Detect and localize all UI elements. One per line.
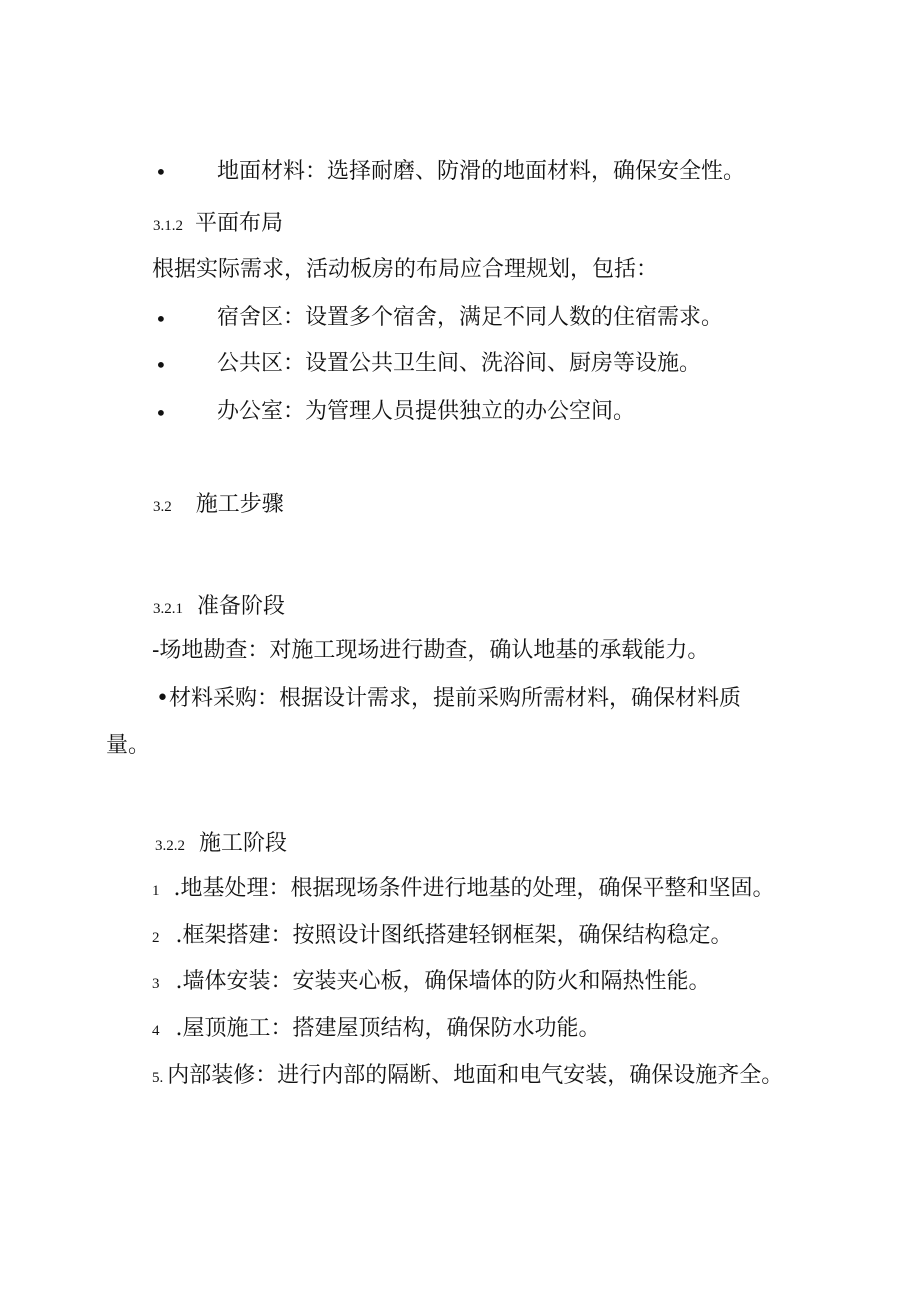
prep-site-survey: -场地勘查：对施工现场进行勘查，确认地基的承载能力。: [152, 638, 710, 663]
step-text: .屋顶施工：搭建屋顶结构，确保防水功能。: [175, 1016, 601, 1041]
section-number: 3.2: [153, 499, 172, 515]
bullet-marker: •: [155, 160, 167, 184]
step-number: 5.: [152, 1070, 164, 1086]
intro-paragraph: 根据实际需求，活动板房的布局应合理规划，包括：: [152, 257, 659, 282]
prep-material-purchase: •材料采购：根据设计需求，提前采购所需材料，确保材料质: [156, 686, 741, 711]
step-text: .框架搭建：按照设计图纸搭建轻钢框架，确保结构稳定。: [175, 923, 733, 948]
step-text: 内部装修：进行内部的隔断、地面和电气安装，确保设施齐全。: [167, 1063, 784, 1088]
section-heading-3-2: [153, 490, 284, 522]
section-number: 3.2.2: [155, 838, 185, 854]
prep-material-purchase-cont: 量。: [106, 733, 151, 758]
section-title: 准备阶段: [197, 594, 286, 619]
section-title: 平面布局: [195, 211, 284, 236]
layout-item-public: 公共区：设置公共卫生间、洗浴间、厨房等设施。: [217, 351, 702, 376]
step-item: [152, 967, 711, 999]
section-heading-3-2-2: [155, 829, 287, 861]
bullet-marker: •: [155, 401, 167, 425]
step-number: 1: [152, 883, 160, 899]
bullet-marker: •: [155, 307, 167, 331]
bullet-item-ground-material: 地面材料：选择耐磨、防滑的地面材料，确保安全性。: [217, 159, 746, 184]
section-title: 施工阶段: [199, 831, 288, 856]
section-number: 3.1.2: [153, 218, 183, 234]
layout-item-office: 办公室：为管理人员提供独立的办公空间。: [217, 399, 636, 424]
section-heading-3-1-2: [153, 209, 283, 241]
section-number: 3.2.1: [153, 601, 183, 617]
step-item: [152, 1061, 783, 1093]
step-text: .地基处理：根据现场条件进行地基的处理，确保平整和坚固。: [173, 876, 775, 901]
step-item: [152, 1014, 601, 1046]
step-item: [152, 921, 733, 953]
section-title: 施工步骤: [195, 492, 284, 517]
section-heading-3-2-1: [153, 592, 285, 624]
step-text: .墙体安装：安装夹心板，确保墙体的防火和隔热性能。: [175, 969, 711, 994]
step-number: 4: [152, 1023, 160, 1039]
step-item: [152, 874, 775, 906]
layout-item-dormitory: 宿舍区：设置多个宿舍，满足不同人数的住宿需求。: [217, 305, 724, 330]
bullet-marker: •: [155, 353, 167, 377]
step-number: 3: [152, 976, 160, 992]
step-number: 2: [152, 930, 160, 946]
